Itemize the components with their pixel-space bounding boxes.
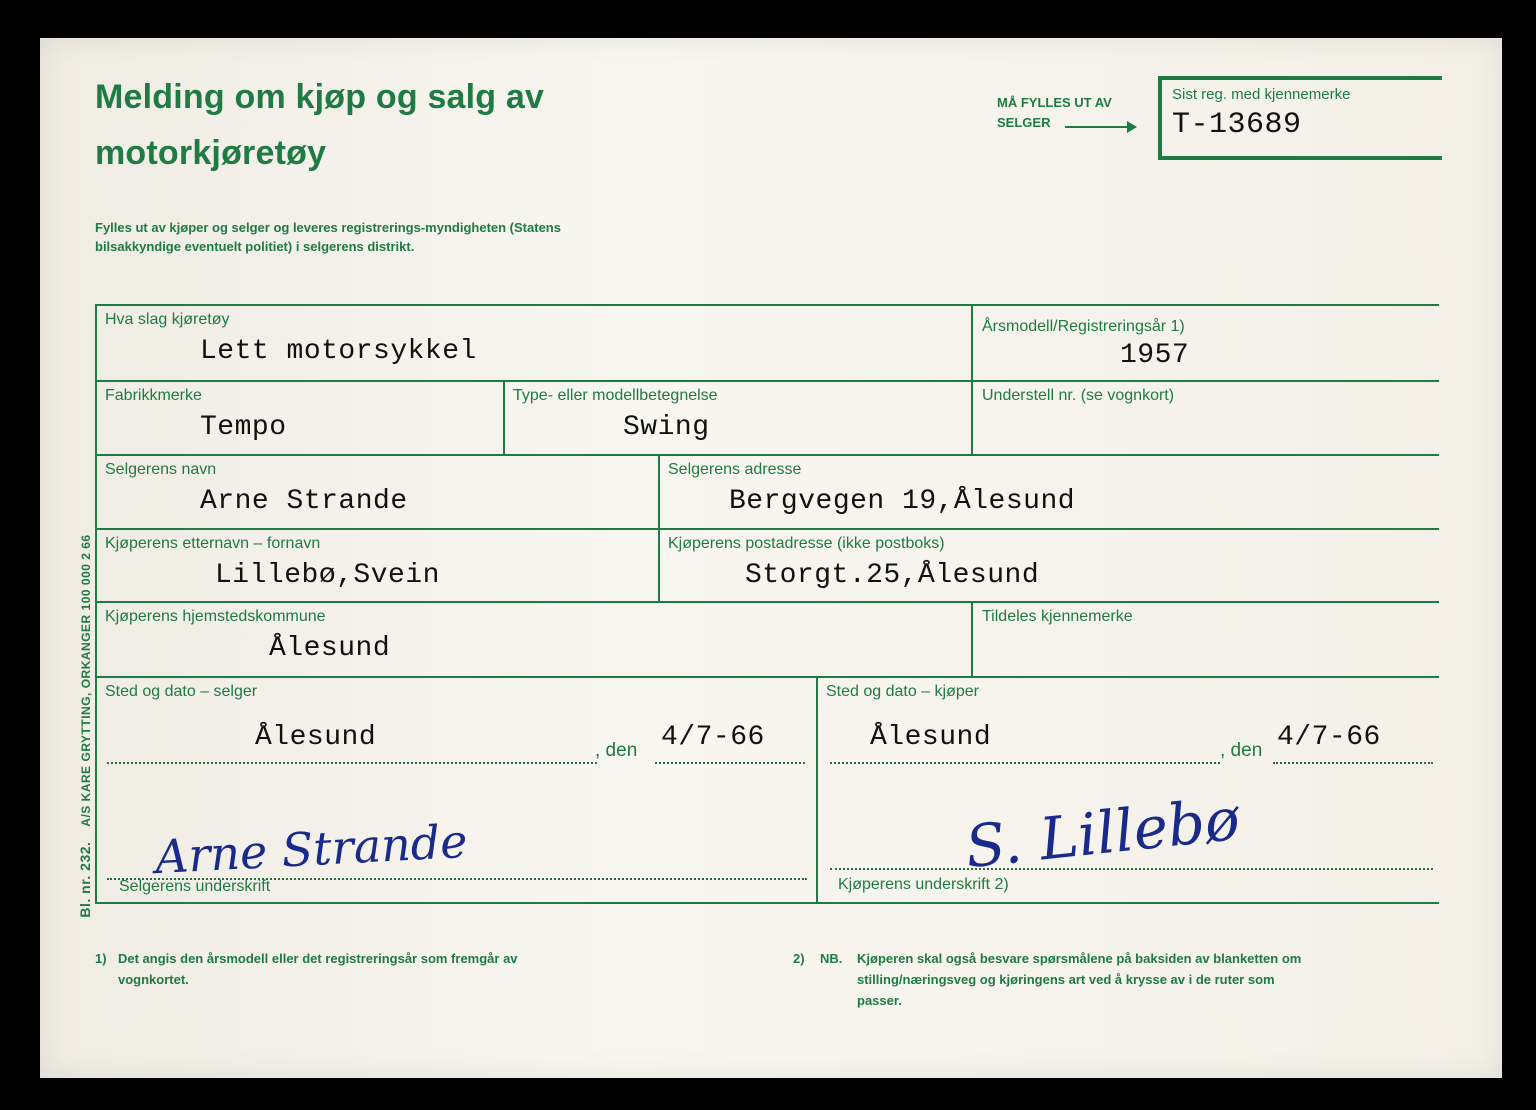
buyer-signature: S. Lillebø bbox=[962, 784, 1243, 882]
seller-signature: Arne Strande bbox=[153, 813, 469, 885]
chassis-label: Understell nr. (se vognkort) bbox=[982, 387, 1175, 404]
seller-place-value: Ålesund bbox=[255, 722, 377, 753]
footnote-2-text: Kjøperen skal også besvare spørsmålene på baksiden av blanketten om stilling/næringsveg og kjøringens art ved å krysse av i de ruter som passer. bbox=[857, 951, 1302, 1008]
make-value: Tempo bbox=[200, 412, 287, 443]
model-value: Swing bbox=[623, 412, 710, 443]
plate-label: Tildeles kjennemerke bbox=[982, 608, 1133, 625]
must-fill-line1: MÅ FYLLES UT AV bbox=[997, 95, 1112, 110]
buyer-place-label: Sted og dato – kjøper bbox=[826, 683, 979, 700]
printer-info: A/S KARE GRYTTING, ORKANGER 100 000 2 66 bbox=[79, 534, 93, 827]
form-title-line1: Melding om kjøp og salg av bbox=[95, 78, 545, 116]
buyer-den-label: , den bbox=[1220, 740, 1263, 761]
buyer-name-value: Lillebø,Svein bbox=[215, 560, 440, 591]
buyer-place-value: Ålesund bbox=[870, 722, 992, 753]
buyer-municipality-value: Ålesund bbox=[269, 633, 391, 664]
form-grid bbox=[95, 304, 1439, 904]
instructions-text: Fylles ut av kjøper og selger og leveres registrerings-myndigheten (Statens bilsakkyndige eventuelt politiet) i selgerens distrikt. bbox=[95, 220, 561, 254]
seller-name-label: Selgerens navn bbox=[105, 461, 217, 478]
vehicle-type-value: Lett motorsykkel bbox=[200, 336, 477, 367]
form-number: Bl. nr. 232. bbox=[77, 841, 93, 918]
model-label: Type- eller modellbetegnelse bbox=[513, 387, 718, 404]
footnote-1-number: 1) bbox=[95, 951, 107, 966]
seller-date-value: 4/7-66 bbox=[661, 722, 765, 753]
year-label: Årsmodell/Registreringsår 1) bbox=[982, 318, 1185, 335]
arrow-right-icon bbox=[1065, 126, 1135, 128]
buyer-date-value: 4/7-66 bbox=[1277, 722, 1381, 753]
make-label: Fabrikkmerke bbox=[105, 387, 202, 404]
seller-signature-label: Selgerens underskrift bbox=[119, 878, 271, 895]
buyer-postal-label: Kjøperens postadresse (ikke postboks) bbox=[668, 535, 945, 552]
must-fill-line2: SELGER bbox=[997, 115, 1051, 130]
buyer-postal-value: Storgt.25,Ålesund bbox=[745, 560, 1040, 591]
vehicle-type-label: Hva slag kjøretøy bbox=[105, 311, 230, 328]
footnote-2-number: 2) bbox=[793, 951, 805, 966]
registration-box bbox=[1158, 76, 1442, 160]
seller-address-label: Selgerens adresse bbox=[668, 461, 802, 478]
buyer-municipality-label: Kjøperens hjemstedskommune bbox=[105, 608, 326, 625]
buyer-name-label: Kjøperens etternavn – fornavn bbox=[105, 535, 321, 552]
seller-place-label: Sted og dato – selger bbox=[105, 683, 258, 700]
form-paper bbox=[40, 38, 1502, 1078]
footnote-1-text: Det angis den årsmodell eller det registreringsår som fremgår av vognkortet. bbox=[118, 951, 518, 987]
form-title-line2: motorkjøretøy bbox=[95, 134, 327, 172]
registration-value: T-13689 bbox=[1172, 108, 1302, 142]
seller-den-label: , den bbox=[595, 740, 638, 761]
year-value: 1957 bbox=[1120, 340, 1190, 371]
buyer-signature-label: Kjøperens underskrift 2) bbox=[838, 876, 1009, 893]
side-print bbox=[77, 376, 93, 1076]
footnote-2-prefix: NB. bbox=[820, 951, 843, 966]
seller-name-value: Arne Strande bbox=[200, 486, 408, 517]
seller-address-value: Bergvegen 19,Ålesund bbox=[729, 486, 1076, 517]
registration-label: Sist reg. med kjennemerke bbox=[1172, 86, 1351, 103]
